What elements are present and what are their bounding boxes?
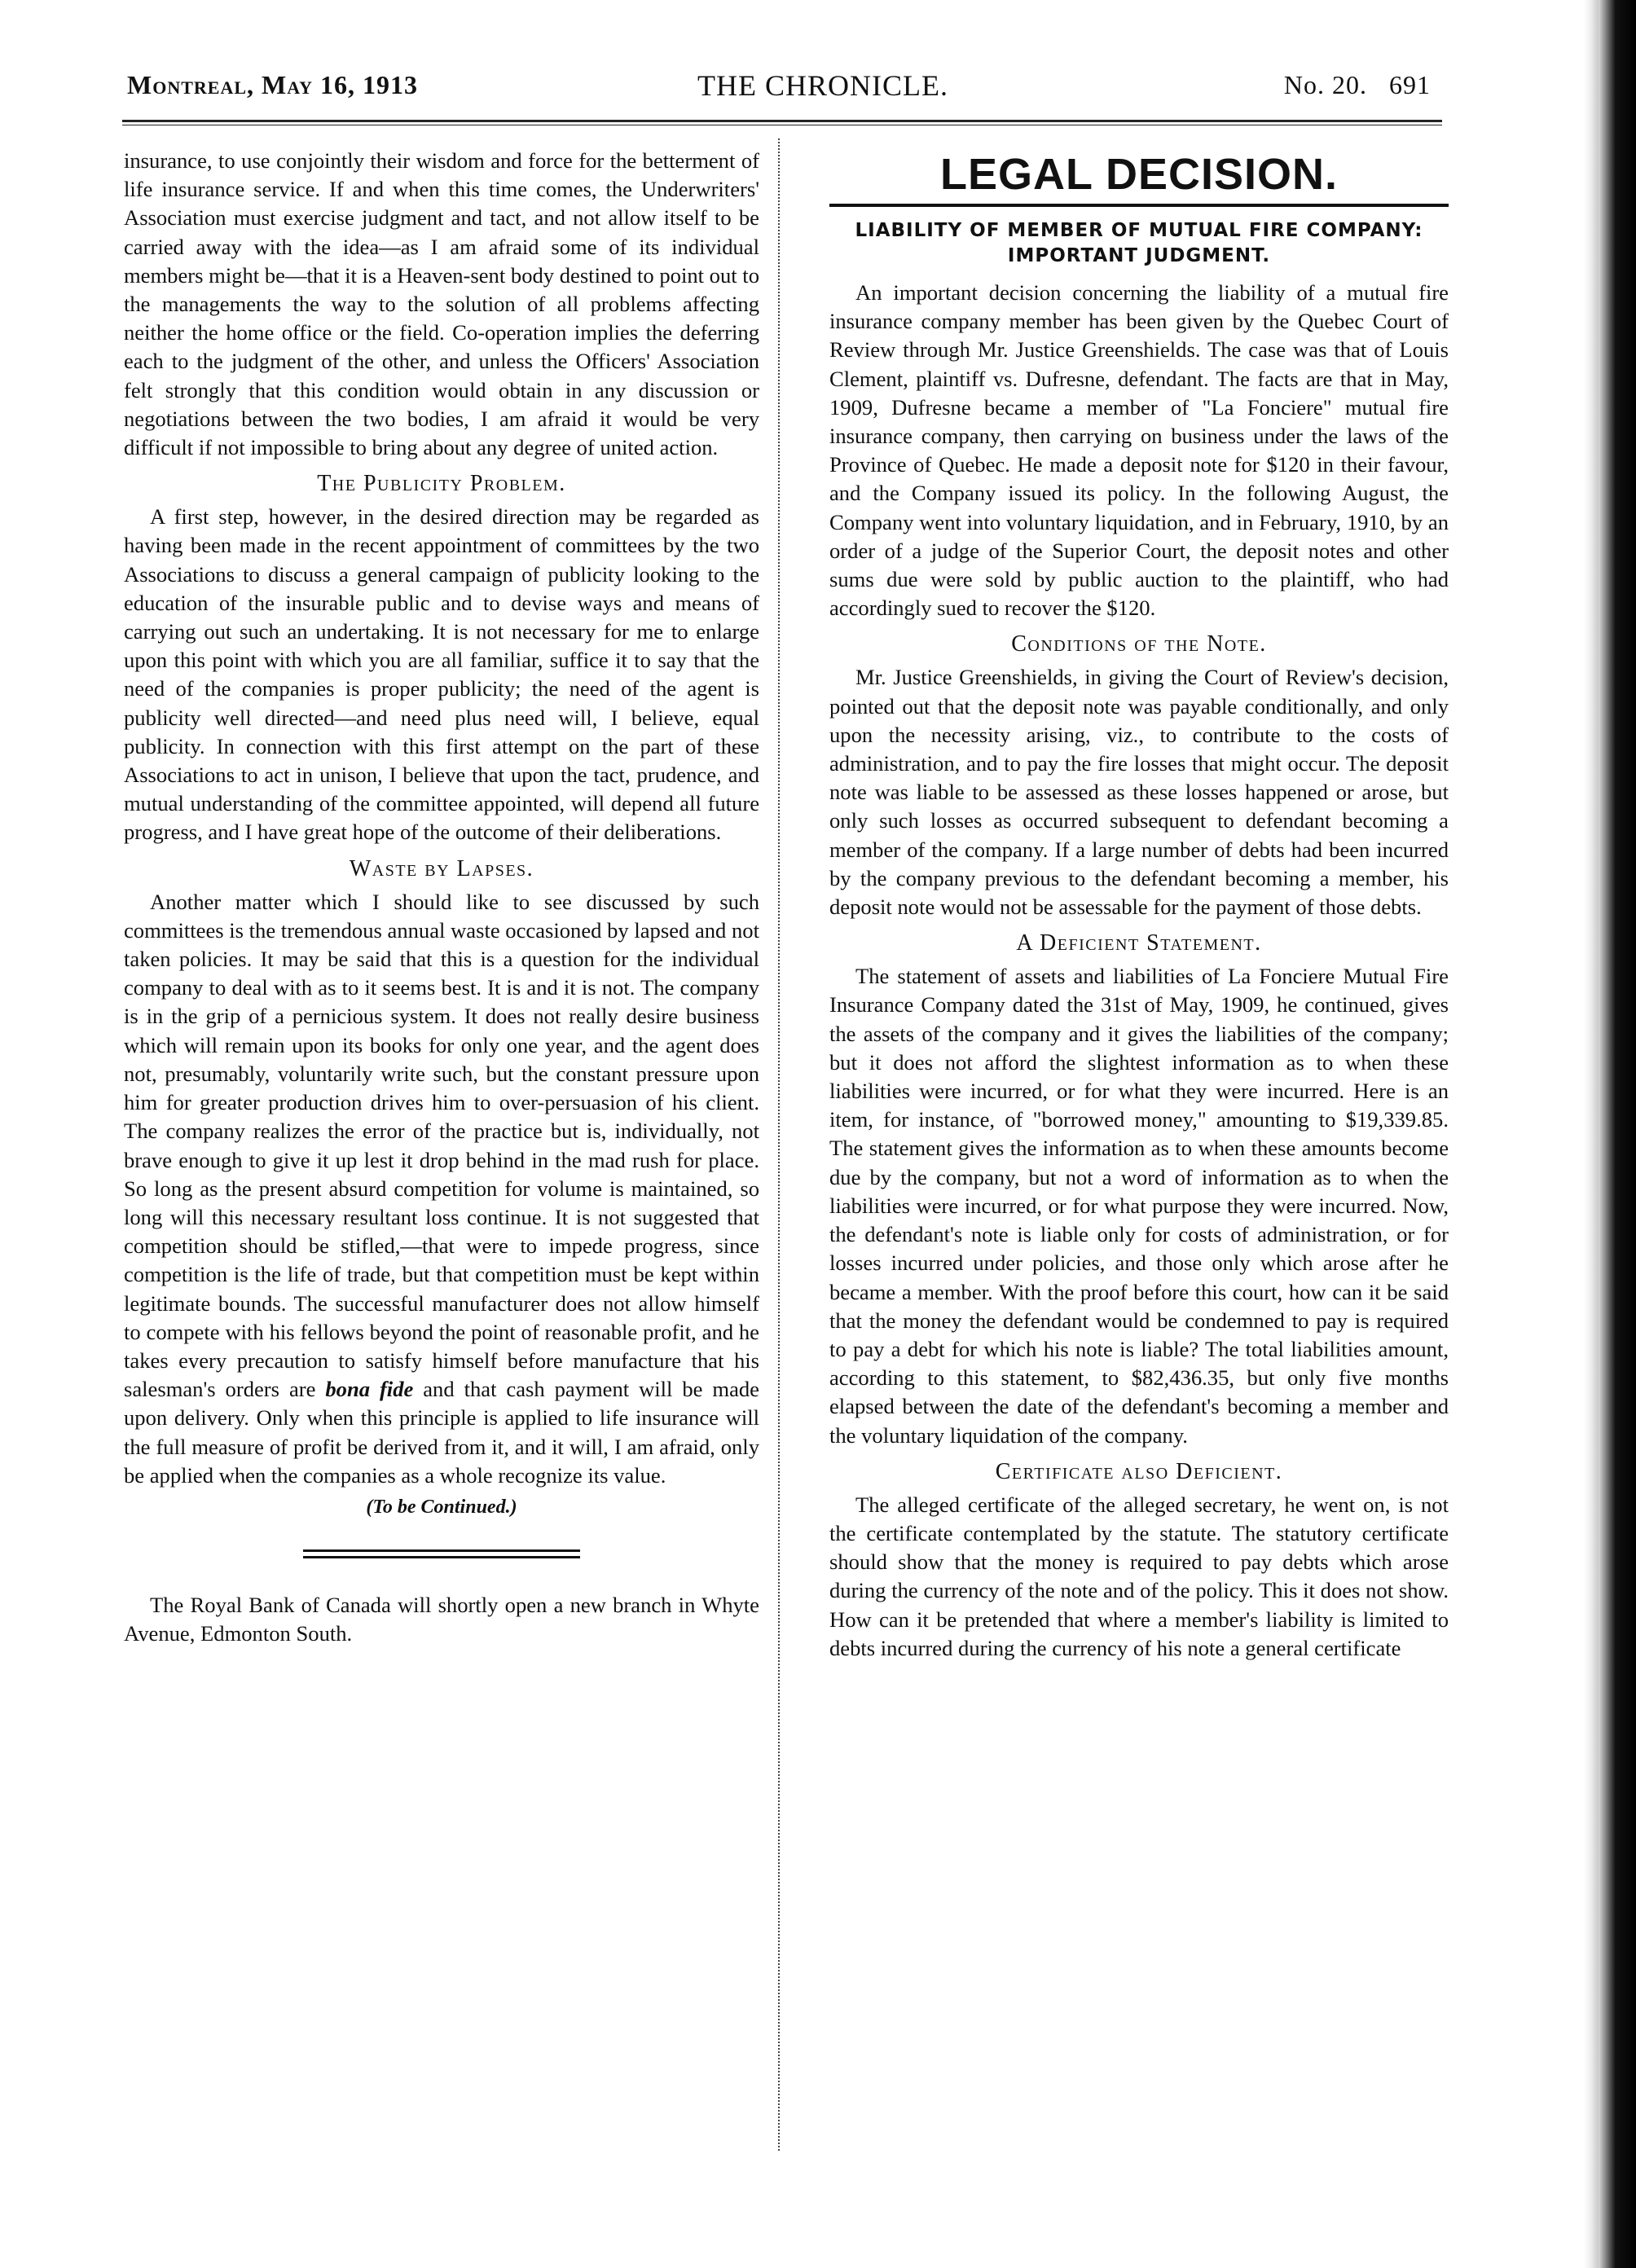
page-edge-shadow xyxy=(1584,0,1599,2268)
bona-fide-italic: bona fide xyxy=(325,1377,414,1402)
title-rule xyxy=(829,204,1449,207)
column-divider xyxy=(778,138,780,2151)
left-column xyxy=(124,147,759,1649)
article-end-rule xyxy=(303,1549,580,1558)
left-paragraph-3a: Another matter which I should like to see discussed by such committees is the tremendous annual waste occasioned by lapsed and not taken policies. It may be said that this is a question for the individual company to deal with as to it seems best. It is and it is not. The company is in the grip of a pernicious system. It does not really desire business which will remain upon its books for only one year, and the agent does not, presumably, voluntarily write such, but the constant pressure upon him for greater production drives him to over-persuasion of his client. The company realizes the error of the practice but is, individually, not brave enough to give it up lest it drop behind in the mad rush for place. So long as the present absurd competition for volume is maintained, so long will this necessary resultant loss continue. It is not suggested that competition should be stifled,—that were to impede progress, since competition is the life of trade, but that competition must be kept within legitimate bounds. The successful manufacturer does not allow himself to compete with his fellows beyond the point of reasonable profit, and he takes every precaution to satisfy himself before manufacture that his salesman's orders are xyxy=(124,889,759,1402)
left-paragraph-2: A first step, however, in the desired direction may be regarded as having been made in the recent appointment of committees by the two Associations to discuss a general campaign of publicity looking to the education of the insurable public and to devise ways and means of carrying out such an undertaking. It is not necessary for me to enlarge upon this point with which you are all familiar, suffice it to say that the need of the companies is proper publicity; the need of the agent is publicity well directed—and need plus need will, I believe, equal publicity. In connection with this first attempt on the part of these Associations to act in unison, I believe that upon the tact, prudence, and mutual understanding of the committee appointed, will depend all future progress, and I have great hope of the outcome of their deliberations. xyxy=(124,504,759,845)
header-publication-title: THE CHRONICLE. xyxy=(697,69,948,102)
left-paragraph-3 xyxy=(124,888,759,1490)
to-be-continued: (To be Continued.) xyxy=(366,1496,517,1518)
right-paragraph-1: An important decision concerning the liability of a mutual fire insurance company member has been given by the Quebec Court of Review through Mr. Justice Greenshields. The case was that of Louis Clement, plaintiff vs. Dufresne, defendant. The facts are that in May, 1909, Dufresne became a member of "La Fonciere" mutual fire insurance company, then carrying on business under the laws of the Province of Quebec. He made a deposit note for $120 in their favour, and the Company issued its policy. In the following August, the Company went into voluntary liquidation, and in February, 1910, by an order of a judge of the Superior Court, the deposit notes and other sums due were sold by public auction to the plaintiff, who had accordingly sued to recover the $120. xyxy=(829,280,1449,621)
left-paragraph-3b: and that cash payment will be made upon delivery. Only when this principle is applied to life insurance will the full measure of profit be derived from it, and it will, I am afraid, only be applied when the companies as a whole recognize its value. xyxy=(124,1377,759,1488)
heading-waste-by-lapses: Waste by Lapses. xyxy=(349,855,534,881)
right-column xyxy=(829,147,1449,1663)
heading-deficient-statement: A Deficient Statement. xyxy=(1016,930,1262,956)
running-header xyxy=(127,70,1431,111)
legal-decision-title: LEGAL DECISION. xyxy=(939,150,1339,199)
right-paragraph-2: Mr. Justice Greenshields, in giving the Court of Review's decision, pointed out that the deposit note was payable conditionally, and only upon the necessity arising, viz., to contribute to the costs of administration, and to pay the fire losses that might occur. The deposit note was liable to be assessed as these losses happened or arose, but only such losses as occurred subsequent to defendant becoming a member of the company. If a large number of debts had been incurred by the company previous to the defendant becoming a member, his deposit note would not be assessable for the payment of those debts. xyxy=(829,665,1449,920)
left-paragraph-1: insurance, to use conjointly their wisdom and force for the betterment of life insurance service. If and when this time comes, the Underwriters' Association must exercise judgment and tact, and not allow itself to be carried away with the idea—as I am afraid some of its individual members might be—that it is a Heaven-sent body destined to point out to the managements the way to the solution of all problems affecting neither the home office or the field. Co-operation implies the deferring each to the judgment of the other, and unless the Officers' Association felt strongly that this condition would obtain in any discussion or negotiations between the two bodies, I am afraid it would be very difficult if not impossible to bring about any degree of united action. xyxy=(124,148,759,460)
heading-certificate-deficient: Certificate also Deficient. xyxy=(995,1458,1283,1484)
right-paragraph-3: The statement of assets and liabilities of La Fonciere Mutual Fire Insurance Company dated the 31st of May, 1909, he continued, gives the assets of the company and it gives the liabilities of the company; but it does not afford the slightest information as to when these liabilities were incurred, or for what they were incurred. Here is an item, for instance, of "borrowed money," amounting to $19,339.85. The statement gives the information as to when these amounts become due by the company, but not a word of information as to when the liabilities were incurred, or for what purpose they were incurred. Now, the defendant's note is liable only for costs of administration, or for losses incurred under policies, and those only which arose after he became a member. With the proof before this court, how can it be said that the money the defendant would be condemned to pay is required to pay a debt for which his note is liable? The total liabilities amount, according to this statement, to $82,436.35, but only five months elapsed between the date of the defendant's becoming a member and the voluntary liquidation of the company. xyxy=(829,964,1449,1448)
right-paragraph-4: The alleged certificate of the alleged secretary, he went on, is not the certificate contemplated by the statute. The statutory certificate should show that the money is required to pay debts which arose during the currency of the note and of the policy. This it does not show. How can it be pretended that where a member's liability is limited to debts incurred during the currency of his note a general certificate xyxy=(829,1492,1449,1660)
header-date: Montreal, May 16, 1913 xyxy=(127,70,418,99)
heading-conditions-of-note: Conditions of the Note. xyxy=(1011,631,1267,657)
heading-publicity-problem: The Publicity Problem. xyxy=(317,471,566,497)
header-issue-page: No. 20. 691 xyxy=(1283,70,1431,99)
book-spine-edge xyxy=(1599,0,1636,2268)
header-rule xyxy=(122,120,1442,125)
royal-bank-notice: The Royal Bank of Canada will shortly open a new branch in Whyte Avenue, Edmonton South. xyxy=(124,1593,759,1646)
article-subtitle: LIABILITY OF MEMBER OF MUTUAL FIRE COMPANY: IMPORTANT JUDGMENT. xyxy=(855,220,1423,266)
